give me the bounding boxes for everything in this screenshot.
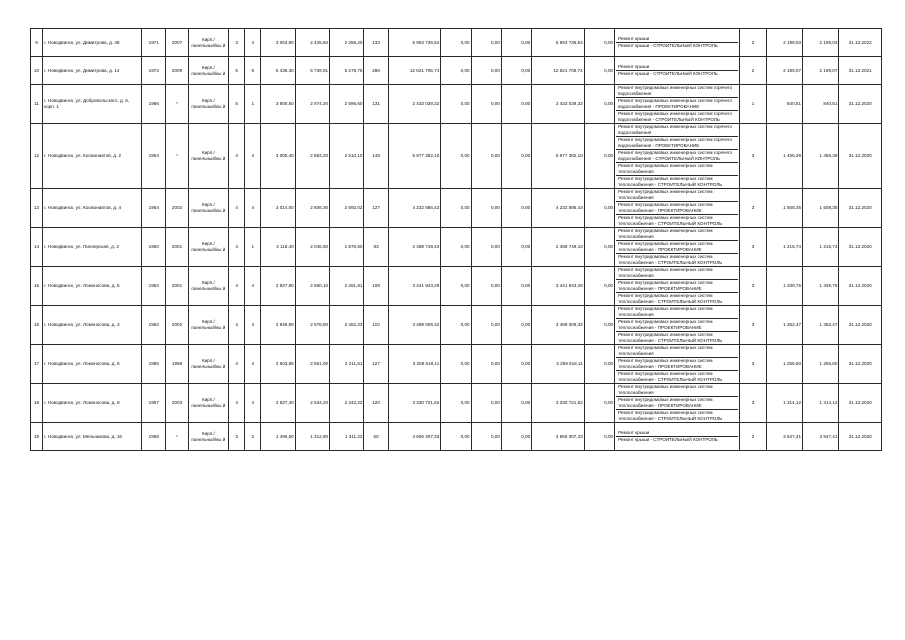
cell-fund-region: 0,00 [471,384,501,423]
cell-year-built: 1964 [142,189,166,228]
cell-cost-per-m2: 1 314,12 [766,384,802,423]
works-cell [615,85,740,124]
cell-address: г. Новодвинск, ул. Космонавтов, д. 2 [43,124,142,189]
cell-wall: Кирп./ панельный/кы й [188,124,228,189]
cell-area-total: 3 014,00 [261,189,295,228]
cell-works-cat: 3 [740,345,766,384]
cell-cost-total: 3 488 009,32 [388,306,441,345]
table-row [31,423,882,451]
cell-limit-cost: 1 456,39 [803,124,839,189]
cell-fund-other: 0,00 [584,267,614,306]
cell-area-total: 1 496,50 [261,423,295,451]
cell-fund-owners: 5 977 382,10 [532,124,585,189]
cell-floors: 4 [229,384,245,423]
cell-fund-region: 0,00 [471,267,501,306]
cell-fund-fss: 0,00 [441,228,471,267]
cell-cost-total: 12 621 706,74 [388,57,441,85]
cell-area-living: 2 806,30 [295,189,329,228]
cell-fund-other: 0,00 [584,29,614,57]
cell-year-repair: * [166,85,188,124]
cell-cost-total: 3 330 721,62 [388,384,441,423]
cell-entrances: 4 [245,267,261,306]
cell-address: г. Новодвинск, ул. Мельникова, д. 16 [43,423,142,451]
work-item: Ремонт внутридомовых инженерных систем теплоснабжения - СТРОИТЕЛЬНЫЙ КОНТРОЛЬ [618,215,723,226]
cell-works-cat: 2 [740,57,766,85]
cell-cost-total: 3 441 943,28 [388,267,441,306]
cell-fund-region: 0,00 [471,124,501,189]
cell-cost-total: 2 433 039,32 [388,85,441,124]
cell-num: 17 [31,345,43,384]
cell-year-built: 1962 [142,306,166,345]
work-item: Ремонт крыши [616,36,738,43]
work-item: Ремонт внутридомовых инженерных систем горячего водоснабжения [616,85,738,98]
cell-address: г. Новодвинск, ул. Ломоносова, д. 3 [43,306,142,345]
cell-wall: Кирп./ панельный/кы й [188,85,228,124]
cell-fund-other: 0,00 [584,189,614,228]
cell-year-repair: 2002 [166,306,188,345]
work-item: Ремонт внутридомовых инженерных систем теплоснабжения - СТРОИТЕЛЬНЫЙ КОНТРОЛЬ [618,410,723,421]
cell-year-built: 1960 [142,228,166,267]
cell-fund-local: 0,00 [501,85,531,124]
cell-fund-fss: 0,00 [441,124,471,189]
cell-floors: 4 [229,189,245,228]
cell-entrances: 4 [245,189,261,228]
cell-fund-other: 0,00 [584,423,614,451]
cell-fund-other: 0,00 [584,384,614,423]
cell-residents: 110 [364,306,388,345]
cell-residents: 286 [364,57,388,85]
cell-address: г. Новодвинск, ул. Добровольского, д. 6, корп. 1 [43,85,142,124]
cell-works-cat: 3 [740,306,766,345]
cell-fund-local: 0,00 [501,228,531,267]
table-row [31,85,882,124]
cell-entrances: 8 [245,57,261,85]
cell-works-cat: 3 [740,189,766,228]
cell-address: г. Новодвинск, ул. Ломоносова, д. 9 [43,384,142,423]
works-cell [615,306,740,345]
cell-deadline: 31.12.2020 [839,189,882,228]
cell-floors: 4 [229,228,245,267]
cell-year-built: 1987 [142,384,166,423]
cell-area-total: 2 116,40 [261,228,295,267]
cell-fund-fss: 0,00 [441,384,471,423]
cell-deadline: 31.12.2020 [839,423,882,451]
cell-works-cat: 3 [740,124,766,189]
cell-cost-per-m2: 3 547,41 [766,423,802,451]
cell-limit-cost: 1 216,74 [803,228,839,267]
cell-fund-fss: 0,00 [441,189,471,228]
cell-num: 9 [31,29,43,57]
cell-entrances: 1 [245,228,261,267]
work-item: Ремонт внутридомовых инженерных систем теплоснабжения [616,163,738,176]
cell-area-resid: 2 342,22 [330,384,364,423]
work-item: Ремонт внутридомовых инженерных систем горячего водоснабжения - СТРОИТЕЛЬНЫЙ КОНТРОЛЬ [616,150,738,163]
work-item: Ремонт внутридомовых инженерных систем теплоснабжения - ПРОЕКТИРОВАНИЕ [616,280,738,293]
cell-residents: 133 [364,29,388,57]
work-item: Ремонт внутридомовых инженерных систем теплоснабжения [616,267,738,280]
cell-fund-region: 0,00 [471,228,501,267]
cell-num: 15 [31,267,43,306]
work-item: Ремонт крыши - СТРОИТЕЛЬНЫЙ КОНТРОЛЬ [618,437,718,442]
cell-fund-owners: 2 488 749,43 [532,228,585,267]
cell-fund-fss: 0,00 [441,267,471,306]
cell-cost-per-m2: 1 508,35 [766,189,802,228]
cell-year-repair: 2003 [166,384,188,423]
cell-num: 18 [31,384,43,423]
cell-fund-local: 0,00 [501,57,531,85]
cell-year-built: 1971 [142,29,166,57]
cell-area-living: 2 974,20 [295,85,329,124]
cell-fund-fss: 0,00 [441,345,471,384]
cell-cost-per-m2: 1 256,60 [766,345,802,384]
cell-cost-per-m2: 840,51 [766,85,802,124]
cell-cost-total: 3 259 618,11 [388,345,441,384]
table-row [31,124,882,189]
cell-wall: Кирп./ панельный/кы й [188,228,228,267]
cell-area-resid: 2 211,51 [330,345,364,384]
cell-cost-per-m2: 2 199,07 [766,57,802,85]
work-item: Ремонт внутридомовых инженерных систем теплоснабжения - СТРОИТЕЛЬНЫЙ КОНТРОЛЬ [618,293,723,304]
work-item: Ремонт внутридомовых инженерных систем горячего водоснабжения - ПРОЕКТИРОВАНИЕ [616,98,738,111]
cell-fund-region: 0,00 [471,345,501,384]
work-item: Ремонт внутридомовых инженерных систем теплоснабжения - ПРОЕКТИРОВАНИЕ [616,202,738,215]
cell-area-total: 2 603,86 [261,345,295,384]
cell-area-total: 3 063,90 [261,29,295,57]
cell-fund-local: 0,00 [501,384,531,423]
cell-cost-total: 5 953 736,64 [388,29,441,57]
cell-area-total: 2 848,90 [261,306,295,345]
cell-wall: Кирп./ панельный/кы й [188,423,228,451]
cell-area-living: 2 578,80 [295,306,329,345]
work-item: Ремонт крыши [616,64,738,71]
cell-address: г. Новодвинск, ул. Димитрова, д. 48 [43,29,142,57]
cell-cost-per-m2: 1 339,75 [766,267,802,306]
houses-table [30,28,882,451]
cell-fund-other: 0,00 [584,306,614,345]
cell-area-total: 3 005,40 [261,124,295,189]
cell-cost-total: 4 232 886,43 [388,189,441,228]
cell-num: 19 [31,423,43,451]
cell-address: г. Новодвинск, ул. Пионерская, д. 2 [43,228,142,267]
cell-limit-cost: 840,51 [803,85,839,124]
cell-address: г. Новодвинск, ул. Космонавтов, д. 4 [43,189,142,228]
cell-wall: Кирп./ панельный/кы й [188,306,228,345]
works-cell [615,189,740,228]
cell-wall: Кирп./ панельный/кы й [188,189,228,228]
cell-entrances: 4 [245,384,261,423]
cell-fund-region: 0,00 [471,189,501,228]
table-row [31,267,882,306]
cell-address: г. Новодвинск, ул. Ломоносова, д. 6 [43,345,142,384]
works-cell [615,267,740,306]
work-item: Ремонт крыши - СТРОИТЕЛЬНЫЙ КОНТРОЛЬ [618,43,718,48]
cell-fund-fss: 0,00 [441,57,471,85]
cell-works-cat: 3 [740,267,766,306]
cell-address: г. Новодвинск, ул. Димитрова, д. 14 [43,57,142,85]
work-item: Ремонт внутридомовых инженерных систем теплоснабжения [616,384,738,397]
cell-fund-other: 0,00 [584,85,614,124]
cell-deadline: 31.12.2020 [839,267,882,306]
cell-year-built: 1962 [142,267,166,306]
cell-floors: 5 [229,57,245,85]
cell-year-built: 1966 [142,85,166,124]
cell-fund-owners: 4 232 886,43 [532,189,585,228]
cell-area-living: 2 560,10 [295,267,329,306]
cell-cost-total: 5 977 382,10 [388,124,441,189]
cell-deadline: 31.12.2020 [839,345,882,384]
cell-wall: Кирп./ панельный/кы й [188,29,228,57]
cell-residents: 131 [364,85,388,124]
cell-year-repair: * [166,124,188,189]
cell-deadline: 31.12.2020 [839,384,882,423]
cell-entrances: 2 [245,423,261,451]
cell-area-resid: 1 876,50 [330,228,364,267]
cell-cost-per-m2: 1 456,39 [766,124,802,189]
cell-area-living: 2 883,20 [295,124,329,189]
cell-area-resid: 2 692,02 [330,189,364,228]
cell-fund-region: 0,00 [471,423,501,451]
work-item: Ремонт внутридомовых инженерных систем теплоснабжения [616,345,738,358]
cell-limit-cost: 3 547,41 [803,423,839,451]
table-row [31,384,882,423]
cell-residents: 127 [364,189,388,228]
cell-limit-cost: 2 199,07 [803,57,839,85]
cell-fund-region: 0,00 [471,306,501,345]
cell-entrances: 4 [245,306,261,345]
cell-entrances: 4 [245,124,261,189]
work-item: Ремонт внутридомовых инженерных систем теплоснабжения - ПРОЕКТИРОВАНИЕ [616,358,738,371]
cell-wall: Кирп./ панельный/кы й [188,57,228,85]
cell-deadline: 31.12.2020 [839,124,882,189]
works-cell [615,124,740,189]
table-row [31,57,882,85]
cell-year-built: 1986 [142,345,166,384]
cell-fund-owners: 3 488 009,32 [532,306,585,345]
cell-fund-owners: 4 656 307,33 [532,423,585,451]
work-item: Ремонт крыши - СТРОИТЕЛЬНЫЙ КОНТРОЛЬ [618,71,718,76]
cell-year-built: 1972 [142,57,166,85]
works-cell [615,29,740,57]
cell-year-repair: 2002 [166,189,188,228]
cell-area-resid: 2 258,20 [330,29,364,57]
cell-area-total: 2 827,40 [261,384,295,423]
cell-fund-other: 0,00 [584,124,614,189]
cell-year-built: 1964 [142,124,166,189]
cell-cost-total: 4 656 307,33 [388,423,441,451]
work-item: Ремонт внутридомовых инженерных систем теплоснабжения - СТРОИТЕЛЬНЫЙ КОНТРОЛЬ [618,176,723,187]
works-cell [615,228,740,267]
cell-fund-other: 0,00 [584,345,614,384]
cell-deadline: 31.12.2020 [839,306,882,345]
cell-fund-fss: 0,00 [441,423,471,451]
work-item: Ремонт внутридомовых инженерных систем горячего водоснабжения [616,124,738,137]
cell-area-total: 2 827,80 [261,267,295,306]
cell-fund-owners: 3 330 721,62 [532,384,585,423]
work-item: Ремонт внутридомовых инженерных систем теплоснабжения - СТРОИТЕЛЬНЫЙ КОНТРОЛЬ [618,371,723,382]
works-cell [615,345,740,384]
cell-area-resid: 2 596,60 [330,85,364,124]
work-item: Ремонт внутридомовых инженерных систем теплоснабжения [616,189,738,202]
work-item: Ремонт внутридомовых инженерных систем теплоснабжения - ПРОЕКТИРОВАНИЕ [616,241,738,254]
cell-area-resid: 5 278,76 [330,57,364,85]
cell-deadline: 31.12.2020 [839,85,882,124]
cell-floors: 4 [229,124,245,189]
cell-residents: 120 [364,384,388,423]
cell-area-resid: 2 510,10 [330,124,364,189]
work-item: Ремонт внутридомовых инженерных систем теплоснабжения [616,228,738,241]
cell-limit-cost: 1 314,12 [803,384,839,423]
cell-cost-per-m2: 2 199,03 [766,29,802,57]
cell-area-total: 3 800,50 [261,85,295,124]
cell-entrances: 4 [245,345,261,384]
cell-fund-local: 0,00 [501,189,531,228]
cell-fund-local: 0,00 [501,267,531,306]
cell-floors: 4 [229,306,245,345]
cell-deadline: 31.12.2021 [839,57,882,85]
cell-area-living: 5 739,91 [295,57,329,85]
cell-area-living: 2 534,20 [295,384,329,423]
cell-address: г. Новодвинск, ул. Ломоносова, д. 5 [43,267,142,306]
cell-residents: 60 [364,423,388,451]
cell-fund-local: 0,00 [501,29,531,57]
works-cell [615,384,740,423]
cell-deadline: 31.12.2022 [839,29,882,57]
cell-fund-fss: 0,00 [441,29,471,57]
cell-year-repair: 2001 [166,267,188,306]
cell-fund-owners: 5 953 736,64 [532,29,585,57]
cell-residents: 127 [364,345,388,384]
cell-area-living: 1 312,80 [295,423,329,451]
cell-floors: 5 [229,85,245,124]
cell-limit-cost: 2 199,03 [803,29,839,57]
cell-residents: 148 [364,124,388,189]
table-body [31,29,882,451]
cell-works-cat: 2 [740,29,766,57]
cell-area-living: 2 046,60 [295,228,329,267]
cell-fund-local: 0,00 [501,423,531,451]
cell-fund-local: 0,00 [501,345,531,384]
cell-works-cat: 1 [740,85,766,124]
cell-num: 14 [31,228,43,267]
cell-fund-local: 0,00 [501,124,531,189]
cell-year-repair: 2007 [166,29,188,57]
cell-area-resid: 2 261,81 [330,267,364,306]
cell-fund-other: 0,00 [584,228,614,267]
cell-floors: 4 [229,267,245,306]
work-item: Ремонт внутридомовых инженерных систем теплоснабжения - СТРОИТЕЛЬНЫЙ КОНТРОЛЬ [618,332,723,343]
cell-num: 13 [31,189,43,228]
cell-fund-local: 0,00 [501,306,531,345]
cell-year-repair: 1998 [166,345,188,384]
cell-area-resid: 1 311,22 [330,423,364,451]
cell-year-repair: 2009 [166,57,188,85]
cell-fund-other: 0,00 [584,57,614,85]
table-row [31,345,882,384]
cell-area-living: 2 425,60 [295,29,329,57]
cell-floors: 3 [229,423,245,451]
cell-works-cat: 3 [740,384,766,423]
cell-works-cat: 2 [740,423,766,451]
cell-works-cat: 3 [740,228,766,267]
work-item: Ремонт внутридомовых инженерных систем теплоснабжения - ПРОЕКТИРОВАНИЕ [616,397,738,410]
cell-cost-per-m2: 1 352,47 [766,306,802,345]
cell-year-repair: * [166,423,188,451]
work-item: Ремонт крыши [616,430,738,437]
cell-entrances: 1 [245,85,261,124]
cell-limit-cost: 1 256,60 [803,345,839,384]
table-row [31,306,882,345]
cell-fund-region: 0,00 [471,57,501,85]
cell-num: 11 [31,85,43,124]
cell-fund-fss: 0,00 [441,85,471,124]
cell-cost-total: 2 488 749,43 [388,228,441,267]
cell-num: 10 [31,57,43,85]
works-cell [615,423,740,451]
table-row [31,29,882,57]
work-item: Ремонт внутридомовых инженерных систем теплоснабжения - СТРОИТЕЛЬНЫЙ КОНТРОЛЬ [618,254,723,265]
cell-fund-owners: 2 433 039,32 [532,85,585,124]
cell-limit-cost: 1 508,35 [803,189,839,228]
cell-limit-cost: 1 339,75 [803,267,839,306]
cell-area-resid: 2 452,23 [330,306,364,345]
cell-entrances: 4 [245,29,261,57]
cell-area-living: 2 561,00 [295,345,329,384]
table-row [31,228,882,267]
cell-year-built: 1958 [142,423,166,451]
work-item: Ремонт внутридомовых инженерных систем горячего водоснабжения - ПРОЕКТИРОВАНИЕ [616,137,738,150]
cell-floors: 4 [229,345,245,384]
cell-residents: 108 [364,267,388,306]
cell-residents: 83 [364,228,388,267]
cell-area-total: 6 438,30 [261,57,295,85]
cell-wall: Кирп./ панельный/кы й [188,384,228,423]
cell-fund-owners: 12 621 706,74 [532,57,585,85]
repair-program-sheet [30,28,882,451]
cell-fund-fss: 0,00 [441,306,471,345]
cell-floors: 3 [229,29,245,57]
work-item: Ремонт внутридомовых инженерных систем теплоснабжения [616,306,738,319]
cell-fund-region: 0,00 [471,85,501,124]
cell-num: 16 [31,306,43,345]
work-item: Ремонт внутридомовых инженерных систем горячего водоснабжения - СТРОИТЕЛЬНЫЙ КОНТРОЛЬ [618,111,733,122]
cell-limit-cost: 1 352,47 [803,306,839,345]
cell-deadline: 31.12.2020 [839,228,882,267]
cell-fund-region: 0,00 [471,29,501,57]
cell-wall: Кирп./ панельный/кы й [188,267,228,306]
cell-cost-per-m2: 1 216,74 [766,228,802,267]
works-cell [615,57,740,85]
work-item: Ремонт внутридомовых инженерных систем теплоснабжения - ПРОЕКТИРОВАНИЕ [616,319,738,332]
table-row [31,189,882,228]
cell-fund-owners: 3 259 618,11 [532,345,585,384]
cell-num: 12 [31,124,43,189]
cell-wall: Кирп./ панельный/кы й [188,345,228,384]
cell-fund-owners: 3 441 943,28 [532,267,585,306]
cell-year-repair: 2001 [166,228,188,267]
